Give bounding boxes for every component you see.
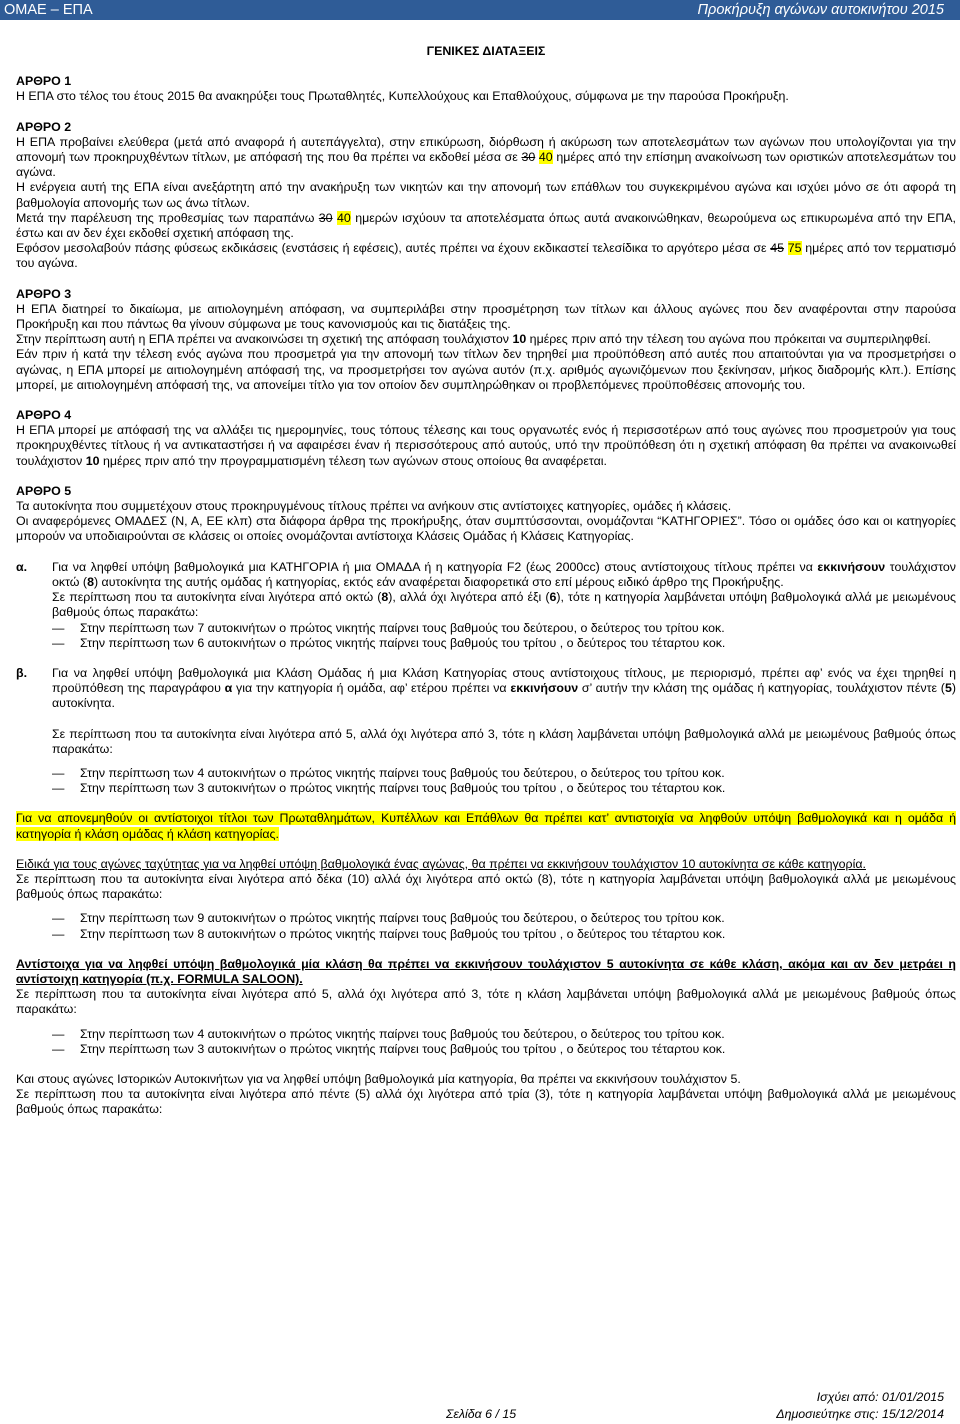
section-title: ΓΕΝΙΚΕΣ ΔΙΑΤΑΞΕΙΣ	[426, 44, 546, 58]
speed-races-para-2: Σε περίπτωση που τα αυτοκίνητα είναι λιγότερα από δέκα (10) αλλά όχι λιγότερα από οκτώ (8), τότε η κατηγορία λαμβάνεται υπόψη βαθμολογικά αλλά με μειωμένους βαθμούς όπως παρακάτω:	[16, 871, 956, 902]
article-2-para-4: Εφόσον μεσολαβούν πάσης φύσεως εκδικάσεις (ενστάσεις ή εφέσεις), αυτές πρέπει να έχουν εκδικαστεί τελεσίδικα το αργότερο μέσα σε 45 75 ημέρες από τον τερματισμό του αγώνα.	[16, 241, 956, 271]
article-4-heading: ΑΡΘΡΟ 4	[16, 408, 72, 423]
clause-beta	[16, 666, 956, 757]
clause-alpha-para-1: Για να ληφθεί υπόψη βαθμολογικά μια ΚΑΤΗΓΟΡΙΑ ή μια ΟΜΑΔΑ ή η κατηγορία F2 (έως 2000cc) στους αντίστοιχους τίτλους πρέπει να εκκινήσουν τουλάχιστον οκτώ (8) αυτοκίνητα της αυτής ομάδας ή κατηγορίας, εκτός εάν αναφέρεται διαφορετικά στο επί μέρους ειδικό άρθρο της Προκήρυξης.	[52, 559, 956, 589]
speed-races-para-1: Ειδικά για τους αγώνες ταχύτητας για να ληφθεί υπόψη βαθμολογικά ένας αγώνας, θα πρέπει να εκκινήσουν τουλάχιστον 10 αυτοκίνητα σε κάθε κατηγορία.	[16, 856, 866, 871]
list-item: — Στην περίπτωση των 7 αυτοκινήτων ο πρώτος νικητής παίρνει τους βαθμούς του δεύτερου, ο δεύτερος του τρίτου κοκ.	[52, 620, 725, 635]
published-date: Δημοσιεύτηκε στις: 15/12/2014	[776, 1407, 944, 1421]
class-para-1: Αντίστοιχα για να ληφθεί υπόψη βαθμολογικά μία κλάση θα πρέπει να εκκινήσουν τουλάχιστον 5 αυτοκίνητα σε κάθε κλάση, ακόμα και αν δεν μετράει η αντίστοιχη κατηγορία (π.χ. FORMULA SALOON).	[16, 956, 956, 986]
article-2-para-2: Η ενέργεια αυτή της ΕΠΑ είναι ανεξάρτητη από την ανακήρυξη των νικητών και την απονομή των επάθλων του συγκεκριμένου αγώνα και ισχύει μόνο σε ότι αφορά τη βαθμολογία απονομής των ως άνω τίτλων.	[16, 180, 956, 210]
article-1-heading: ΑΡΘΡΟ 1	[16, 74, 72, 89]
article-3-para-3: Εάν πριν ή κατά την τέλεση ενός αγώνα που προσμετρά για την απονομή των τίτλων δεν τηρηθεί μια προϋπόθεση από αυτές που απαιτούνται για να προσμετρήσει ο αγώνας, η ΕΠΑ μπορεί με αιτιολογημένη απόφασή της, να προσμετρήσει τον αγώνα αυτόν (π.χ. αριθμός αγωνιζόμενων που ξεκίνησαν, μήκος διαδρομής κλπ.). Επίσης μπορεί, με αιτιολογημένη απόφασή της, να απονείμει τίτλο για τον οποίον δεν συμπληρώθηκαν οι προβλεπόμενες προϋποθέσεις απονομής του.	[16, 347, 956, 392]
page-header	[0, 0, 960, 20]
article-5-heading: ΑΡΘΡΟ 5	[16, 483, 72, 498]
inserted-number: 40	[337, 210, 351, 225]
document-body	[16, 44, 956, 1118]
article-4-para-1: Η ΕΠΑ μπορεί με απόφασή της να αλλάξει τις ημερομηνίες, τους τόπους τέλεσης και τους οργανωτές ενός ή περισσοτέρων από τους αγώνες που προσμετρούν για τους προκηρυχθέντες τίτλους ή να αντικαταστήσει ή να αφαιρέσει έναν ή περισσότερους από αυτούς, υπό την προϋπόθεση ότι η σχετική απόφαση θα πρέπει να ανακοινωθεί τουλάχιστον 10 ημέρες πριν από την προγραμματισμένη τέλεση των αγώνων στους οποίους θα αναφέρεται.	[16, 423, 956, 468]
clause-alpha	[16, 560, 956, 621]
class-para-2: Σε περίπτωση που τα αυτοκίνητα είναι λιγότερα από 5, αλλά όχι λιγότερα από 3, τότε η κλάση λαμβάνεται υπόψη βαθμολογικά αλλά με μειωμένους βαθμούς όπως παρακάτω:	[16, 987, 956, 1017]
article-3-para-1: Η ΕΠΑ διατηρεί το δικαίωμα, με αιτιολογημένη απόφαση, να συμπεριλάβει στην προσμέτρηση των τίτλων και άλλους αγώνες που δεν αναφέρονται στην παρούσα Προκήρυξη και που πάντως θα γίνουν σύμφωνα με τους κανονισμούς και τις διατάξεις της.	[16, 301, 956, 332]
historic-para-1: Και στους αγώνες Ιστορικών Αυτοκινήτων για να ληφθεί υπόψη βαθμολογικά μία κατηγορία, θα πρέπει να εκκινήσουν τουλάχιστον 5.	[16, 1071, 741, 1086]
list-item: — Στην περίπτωση των 4 αυτοκινήτων ο πρώτος νικητής παίρνει τους βαθμούς του δεύτερου, ο δεύτερος του τρίτου κοκ.	[52, 765, 725, 780]
list-item: — Στην περίπτωση των 6 αυτοκινήτων ο πρώτος νικητής παίρνει τους βαθμούς του τρίτου , ο δεύτερος του τέταρτου κοκ.	[52, 635, 726, 650]
clause-alpha-para-2: Σε περίπτωση που τα αυτοκίνητα είναι λιγότερα από οκτώ (8), αλλά όχι λιγότερα από έξι (6), τότε η κατηγορία λαμβάνεται υπόψη βαθμολογικά αλλά με μειωμένους βαθμούς όπως παρακάτω:	[52, 590, 956, 620]
clause-beta-para-1: Για να ληφθεί υπόψη βαθμολογικά μια Κλάση Ομάδας ή μια Κλάση Κατηγορίας στους αντίστοιχους τίτλους, με περιορισμό, πρέπει αφ’ ενός να έχει τηρηθεί η προϋπόθεση της παραγράφου α για την κατηγορία ή ομάδα, αφ’ ετέρου πρέπει να εκκινήσουν σ’ αυτήν την κλάση της ομάδας ή κατηγορίας, τουλάχιστον πέντε (5) αυτοκίνητα.	[52, 665, 956, 711]
article-2-heading: ΑΡΘΡΟ 2	[16, 119, 72, 134]
clause-beta-para-2: Σε περίπτωση που τα αυτοκίνητα είναι λιγότερα από 5, αλλά όχι λιγότερα από 3, τότε η κλάση λαμβάνεται υπόψη βαθμολογικά αλλά με μειωμένους βαθμούς όπως παρακάτω:	[52, 726, 956, 756]
article-3-heading: ΑΡΘΡΟ 3	[16, 286, 72, 301]
page-footer	[0, 1388, 960, 1424]
list-item: — Στην περίπτωση των 9 αυτοκινήτων ο πρώτος νικητής παίρνει τους βαθμούς του δεύτερου, ο δεύτερος του τρίτου κοκ.	[52, 911, 725, 926]
list-item: — Στην περίπτωση των 4 αυτοκινήτων ο πρώτος νικητής παίρνει τους βαθμούς του δεύτερου, ο δεύτερος του τρίτου κοκ.	[52, 1026, 725, 1041]
deleted-number: 30	[521, 150, 536, 165]
header-org: ΟΜΑΕ – ΕΠΑ	[4, 2, 93, 18]
deleted-number: 30	[318, 210, 333, 225]
list-item: — Στην περίπτωση των 3 αυτοκινήτων ο πρώτος νικητής παίρνει τους βαθμούς του τρίτου , ο δεύτερος του τέταρτου κοκ.	[52, 781, 726, 796]
article-2-para-3: Μετά την παρέλευση της προθεσμίας των παραπάνω 30 40 ημερών ισχύουν τα αποτελέσματα όπως αυτά ανακοινώθηκαν, θεωρούμενα ως επικυρωμένα από την ΕΠΑ, έστω και αν δεν έχει εκδοθεί σχετική απόφαση της.	[16, 210, 956, 241]
valid-from: Ισχύει από: 01/01/2015	[816, 1390, 944, 1404]
clause-alpha-label: α.	[16, 559, 28, 574]
highlighted-paragraph: Για να απονεμηθούν οι αντίστοιχοι τίτλοι των Πρωταθλημάτων, Κυπέλλων και Επάθλων θα πρέπει κατ’ αντιστοιχία να ληφθούν υπόψη βαθμολογικά και η ομάδα ή κατηγορία ή κλάση ομάδας ή κλάση κατηγορίας.	[16, 811, 956, 841]
header-doc-title: Προκήρυξη αγώνων αυτοκινήτου 2015	[697, 2, 944, 18]
article-2-para-1: Η ΕΠΑ προβαίνει ελεύθερα (μετά από αναφορά ή αυτεπάγγελτα), στην επικύρωση, διόρθωση ή ακύρωση των αποτελεσμάτων των αγώνων που υπολογίζονται για την απονομή των προκηρυχθέντων τίτλων, με απόφασή της που θα πρέπει να εκδοθεί μέσα σε 30 40 ημέρες από την επίσημη ανακοίνωση των οριστικών αποτελεσμάτων του αγώνα.	[16, 134, 956, 180]
article-3-para-2: Στην περίπτωση αυτή η ΕΠΑ πρέπει να ανακοινώσει τη σχετική της απόφαση τουλάχιστον 10 ημέρες πριν από την τέλεση του αγώνα που πρόκειται να συμπεριληφθεί.	[16, 332, 931, 347]
inserted-number: 40	[538, 150, 553, 165]
list-item: — Στην περίπτωση των 3 αυτοκινήτων ο πρώτος νικητής παίρνει τους βαθμούς του τρίτου , ο δεύτερος του τέταρτου κοκ.	[52, 1041, 726, 1056]
clause-beta-label: β.	[16, 665, 28, 680]
article-1-text: Η ΕΠΑ στο τέλος του έτους 2015 θα ανακηρύξει τους Πρωταθλητές, Κυπελλούχους και Επαθλούχους, σύμφωνα με την παρούσα Προκήρυξη.	[16, 89, 789, 104]
deleted-number: 45	[770, 241, 785, 256]
page-number: Σελίδα 6 / 15	[446, 1407, 517, 1421]
inserted-number: 75	[787, 241, 802, 256]
historic-para-2: Σε περίπτωση που τα αυτοκίνητα είναι λιγότερα από πέντε (5) αλλά όχι λιγότερα από τρία (3), τότε η κατηγορία λαμβάνεται υπόψη βαθμολογικά αλλά με μειωμένους βαθμούς όπως παρακάτω:	[16, 1087, 956, 1117]
article-5-para-2: Οι αναφερόμενες ΟΜΑΔΕΣ (Ν, Α, ΕΕ κλπ) στα διάφορα άρθρα της προκήρυξης, όταν συμπτύσσονται, ονομάζονται “ΚΑΤΗΓΟΡΙΕΣ”. Τόσο οι ομάδες όσο και οι κατηγορίες μπορούν να υποδιαιρούνται σε κλάσεις οι οποίες ονομάζονται αντίστοιχα Κλάσεις Ομάδας ή Κλάσεις Κατηγορίας.	[16, 514, 956, 544]
article-5-para-1: Τα αυτοκίνητα που συμμετέχουν στους προκηρυγμένους τίτλους πρέπει να ανήκουν στις αντίστοιχες κατηγορίες, ομάδες ή κλάσεις.	[16, 499, 732, 514]
list-item: — Στην περίπτωση των 8 αυτοκινήτων ο πρώτος νικητής παίρνει τους βαθμούς του τρίτου , ο δεύτερος του τέταρτου κοκ.	[52, 926, 726, 941]
